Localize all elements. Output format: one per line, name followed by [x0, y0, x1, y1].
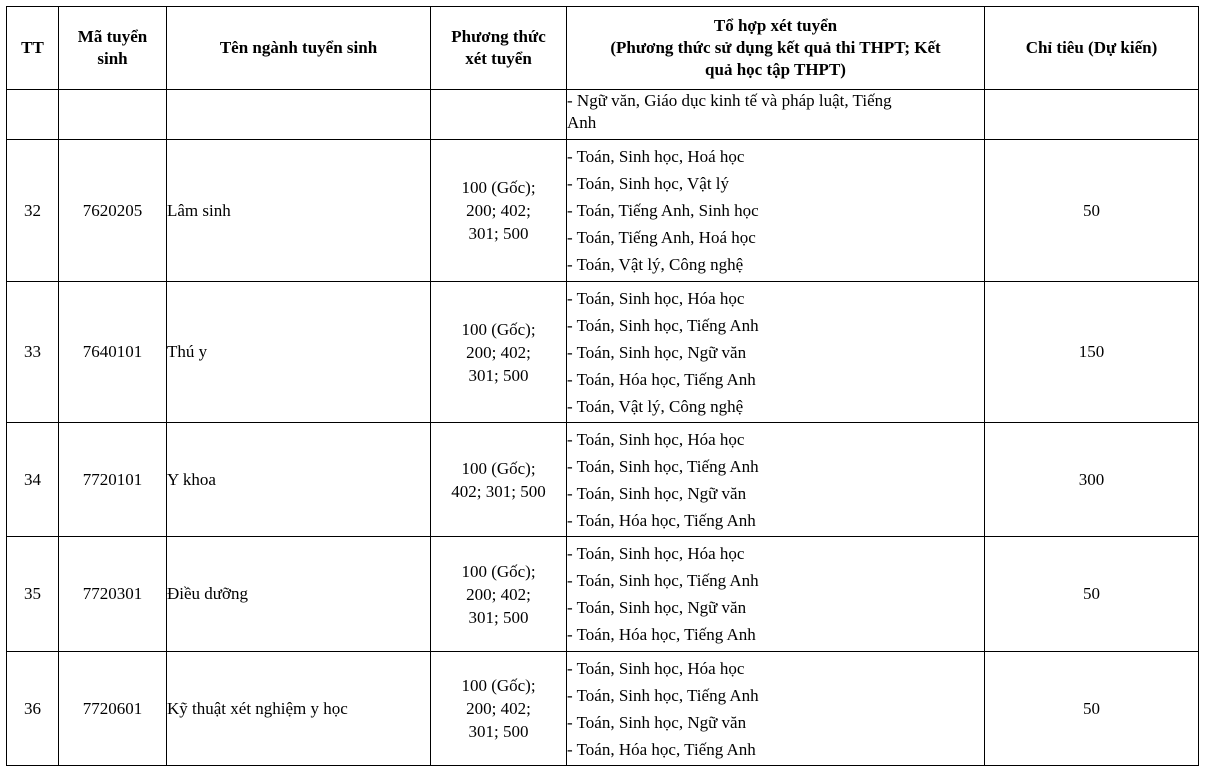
combo-line: - Toán, Vật lý, Công nghệ	[567, 396, 744, 416]
row-tt: 35	[7, 537, 59, 652]
combo-line: - Toán, Tiếng Anh, Hoá học	[567, 228, 756, 247]
header-combination-line: Tổ hợp xét tuyển	[713, 16, 838, 35]
table-row	[7, 140, 1199, 282]
header-tt: TT	[7, 7, 59, 90]
header-quota: Chỉ tiêu (Dự kiến)	[985, 7, 1199, 90]
table-row	[7, 652, 1199, 766]
method-line: 200; 402;	[466, 342, 531, 362]
method-line: 100 (Gốc);	[461, 178, 536, 197]
row-major-name: Kỹ thuật xét nghiệm y học	[167, 652, 431, 766]
header-method-line: xét tuyển	[465, 49, 532, 68]
header-combination-line: quả học tập THPT)	[705, 60, 846, 79]
header-row	[7, 7, 1199, 90]
method-line: 200; 402;	[466, 584, 531, 604]
row-quota: 50	[985, 652, 1199, 766]
header-combination	[567, 7, 985, 90]
row-code: 7640101	[59, 282, 167, 423]
method-line: 200; 402;	[466, 201, 531, 220]
header-code-line: sinh	[97, 49, 128, 68]
method-line: 301; 500	[468, 722, 529, 741]
row-code: 7720601	[59, 652, 167, 766]
header-code-line: Mã tuyển	[77, 27, 148, 46]
header-major-name: Tên ngành tuyển sinh	[167, 7, 431, 90]
combo-line: - Toán, Sinh học, Ngữ văn	[567, 342, 747, 362]
combo-line: - Toán, Hóa học, Tiếng Anh	[567, 739, 756, 759]
table-row	[7, 282, 1199, 423]
combo-line: - Toán, Hóa học, Tiếng Anh	[567, 625, 756, 644]
continuation-combination	[567, 90, 985, 140]
combo-line: - Toán, Sinh học, Tiếng Anh	[567, 685, 759, 705]
method-line: 100 (Gốc);	[461, 561, 536, 581]
row-tt: 34	[7, 423, 59, 537]
row-method	[431, 652, 567, 766]
empty-cell	[7, 90, 59, 140]
method-line: 100 (Gốc);	[461, 458, 536, 478]
row-quota: 300	[985, 423, 1199, 537]
row-code: 7720101	[59, 423, 167, 537]
combo-text-line: Anh	[567, 113, 597, 132]
continuation-row	[7, 90, 1199, 140]
combo-line: - Toán, Sinh học, Hóa học	[567, 288, 745, 308]
admissions-table	[6, 6, 1199, 766]
combo-line: - Toán, Sinh học, Tiếng Anh	[567, 571, 759, 590]
combo-line: - Toán, Hóa học, Tiếng Anh	[567, 369, 756, 389]
method-line: 100 (Gốc);	[461, 319, 536, 339]
row-quota: 150	[985, 282, 1199, 423]
row-method	[431, 140, 567, 282]
row-combinations	[567, 140, 985, 282]
empty-cell	[167, 90, 431, 140]
row-combinations	[567, 282, 985, 423]
empty-cell	[59, 90, 167, 140]
method-line: 200; 402;	[466, 699, 531, 718]
combo-text-line: - Ngữ văn, Giáo dục kinh tế và pháp luật, Tiếng	[567, 91, 892, 110]
combo-line: - Toán, Sinh học, Tiếng Anh	[567, 315, 759, 335]
row-major-name: Y khoa	[167, 423, 431, 537]
row-quota: 50	[985, 537, 1199, 652]
combo-line: - Toán, Hóa học, Tiếng Anh	[567, 510, 756, 530]
row-combinations	[567, 423, 985, 537]
header-method-line: Phương thức	[451, 27, 546, 46]
combo-line: - Toán, Sinh học, Ngữ văn	[567, 712, 747, 732]
method-line: 100 (Gốc);	[461, 676, 536, 695]
row-combinations	[567, 652, 985, 766]
row-code: 7720301	[59, 537, 167, 652]
row-quota: 50	[985, 140, 1199, 282]
table-row	[7, 423, 1199, 537]
combo-line: - Toán, Sinh học, Hóa học	[567, 429, 745, 449]
combo-line: - Toán, Sinh học, Hoá học	[567, 147, 745, 166]
combo-line: - Toán, Sinh học, Vật lý	[567, 174, 730, 193]
method-line: 301; 500	[468, 224, 529, 243]
row-tt: 36	[7, 652, 59, 766]
header-combination-line: (Phương thức sử dụng kết quả thi THPT; Kết	[610, 38, 941, 57]
row-method	[431, 282, 567, 423]
combo-line: - Toán, Vật lý, Công nghệ	[567, 255, 744, 274]
row-major-name: Thú y	[167, 282, 431, 423]
method-line: 301; 500	[468, 365, 529, 385]
row-major-name: Lâm sinh	[167, 140, 431, 282]
combo-line: - Toán, Sinh học, Ngữ văn	[567, 483, 747, 503]
row-tt: 33	[7, 282, 59, 423]
combo-line: - Toán, Sinh học, Ngữ văn	[567, 598, 747, 617]
header-method	[431, 7, 567, 90]
method-line: 402; 301; 500	[451, 481, 546, 501]
row-combinations	[567, 537, 985, 652]
combo-line: - Toán, Sinh học, Tiếng Anh	[567, 456, 759, 476]
combo-line: - Toán, Sinh học, Hóa học	[567, 658, 745, 678]
row-major-name: Điều dưỡng	[167, 537, 431, 652]
header-code	[59, 7, 167, 90]
empty-cell	[431, 90, 567, 140]
row-method	[431, 423, 567, 537]
empty-cell	[985, 90, 1199, 140]
table-row	[7, 537, 1199, 652]
row-code: 7620205	[59, 140, 167, 282]
row-tt: 32	[7, 140, 59, 282]
row-method	[431, 537, 567, 652]
method-line: 301; 500	[468, 607, 529, 627]
combo-line: - Toán, Sinh học, Hóa học	[567, 544, 745, 563]
combo-line: - Toán, Tiếng Anh, Sinh học	[567, 201, 759, 220]
